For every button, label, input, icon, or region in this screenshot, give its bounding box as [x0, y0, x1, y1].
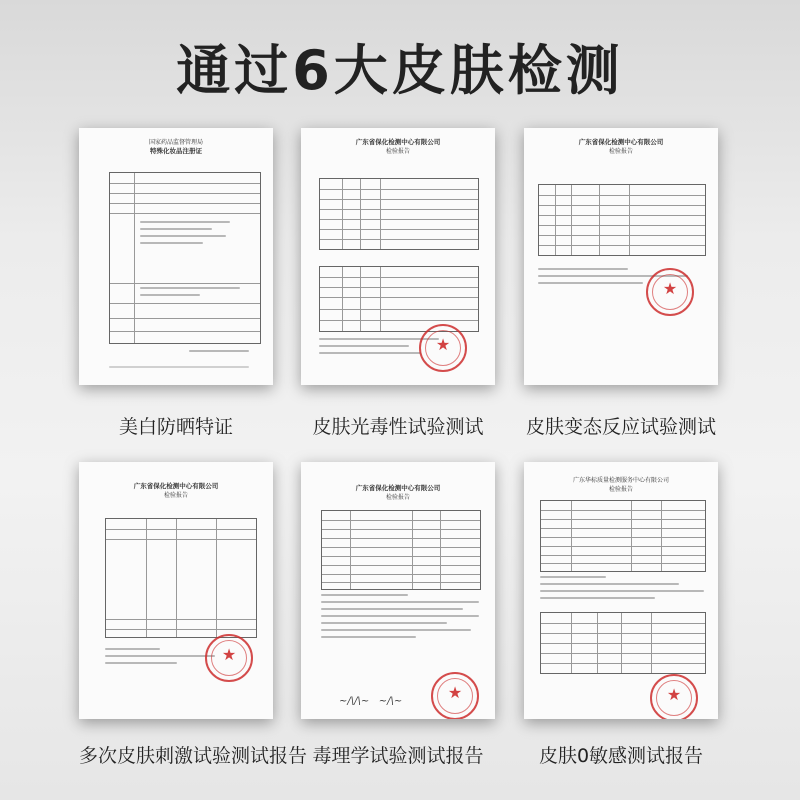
red-seal-stamp: ★	[431, 672, 479, 719]
document-header	[79, 482, 273, 500]
red-seal-stamp: ★	[419, 324, 467, 372]
document-header	[524, 138, 718, 156]
card-caption: 皮肤光毒性试验测试	[312, 416, 484, 438]
result-table	[105, 518, 257, 638]
card-caption: 多次皮肤刺激试验测试报告	[79, 745, 308, 767]
card-caption: 皮肤0敏感测试报告	[538, 745, 704, 767]
sample-info-table	[540, 500, 706, 572]
sample-info-table	[321, 510, 481, 590]
report-document-image	[524, 462, 718, 719]
document-header-line1: 广东华标质量检测服务中心有限公司	[572, 477, 669, 484]
red-seal-stamp: ★	[650, 674, 698, 719]
certificate-document-image	[79, 128, 273, 385]
document-header-line2: 检验报告	[385, 148, 410, 155]
document-header	[301, 484, 495, 502]
document-header-line1: 广东省保化检测中心有限公司	[578, 138, 664, 146]
card-caption: 美白防晒特证	[118, 416, 233, 438]
result-table-1	[319, 178, 479, 250]
result-table-2	[319, 266, 479, 332]
certificate-table	[109, 172, 261, 344]
page-headline: 通过6大皮肤检测	[176, 39, 624, 102]
document-header-line2: 检验报告	[163, 492, 188, 499]
red-seal-stamp: ★	[205, 634, 253, 682]
document-header-line1: 广东省保化检测中心有限公司	[133, 482, 219, 490]
footer-url-line	[109, 366, 249, 373]
report-text-lines	[540, 576, 704, 604]
report-document-image	[524, 128, 718, 385]
report-document-image	[301, 128, 495, 385]
result-table	[538, 184, 706, 256]
document-header-line1: 广东省保化检测中心有限公司	[355, 484, 441, 492]
document-header-line2: 检验报告	[608, 148, 633, 155]
document-header-line1: 国家药品监督管理局	[148, 139, 203, 146]
report-text-lines	[321, 594, 479, 643]
card-caption: 毒理学试验测试报告	[312, 745, 484, 767]
document-header-line2: 检验报告	[608, 486, 633, 493]
document-header	[79, 138, 273, 156]
red-seal-stamp: ★	[646, 268, 694, 316]
document-header	[524, 476, 718, 494]
report-document-image	[301, 462, 495, 719]
document-header-line2: 检验报告	[385, 494, 410, 501]
report-document-image	[79, 462, 273, 719]
result-table	[540, 612, 706, 674]
signature-image: ~/\/\~ ~/\~	[339, 696, 403, 707]
notes-text-lines	[105, 648, 215, 669]
document-header	[301, 138, 495, 156]
card-caption: 皮肤变态反应试验测试	[525, 416, 716, 438]
document-header-line2: 特殊化妆品注册证	[150, 147, 202, 155]
document-header-line1: 广东省保化检测中心有限公司	[355, 138, 441, 146]
footer-text-lines	[189, 350, 249, 357]
